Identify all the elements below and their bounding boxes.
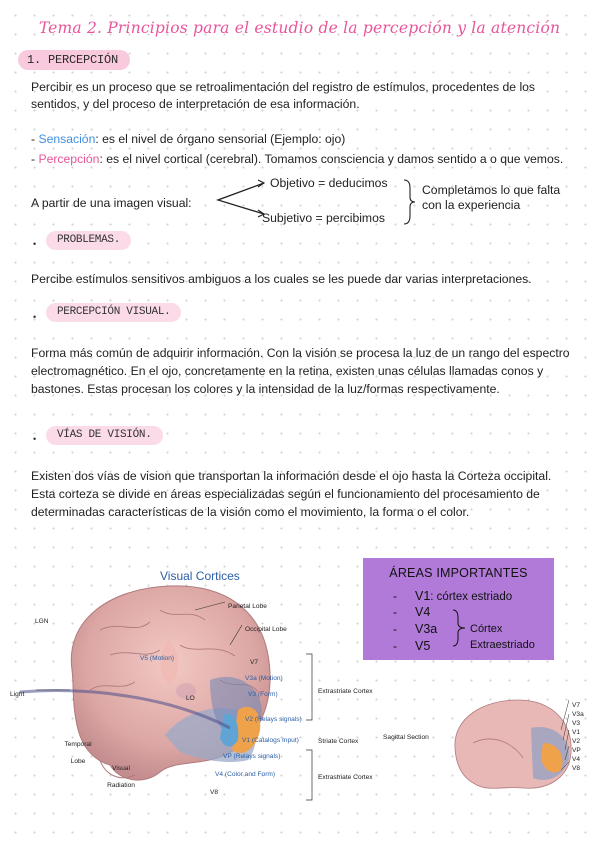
sag-label-v8: V8 [572,765,581,772]
bullet-problemas: • [33,239,37,249]
areas-title: ÁREAS IMPORTANTES [389,566,528,580]
sagittal-section-figure [383,688,593,798]
section-heading-percepcion: 1. PERCEPCIÓN [18,50,130,70]
vias-text: Existen dos vías de vision que transportan la información desde el ojo hasta la Corteza occipital. Esta corteza se divide en áreas especializadas según el funcionamiento del procesamiento de determinadas características de la visión como el movimiento, la forma o el color. [31,469,552,519]
label-v2: V2 (Relays signals) [245,716,302,723]
label-v3a: V3a (Motion) [245,675,283,682]
label-temporal: Temporal Lobe [64,741,92,765]
area-v4: V4 [415,605,431,619]
label-v3: V3 (Form) [248,691,278,698]
label-striate: Striate Cortex [318,738,359,745]
sag-label-v3a: V3a [572,711,584,718]
sag-label-v2: V2 [572,738,581,745]
heading-problemas: PROBLEMAS. [46,231,131,250]
areas-note-extraestriado: Extraestriado [470,639,535,651]
figure-leader-lines [10,560,385,810]
definition-percepcion: - Percepción: es el nivel cortical (cerebral). Tomamos consciencia y damos sentido a o que vemos. [31,152,564,166]
sag-label-v1: V1 [572,729,581,736]
term-sensacion: Sensación [38,132,96,146]
visual-cortices-figure [10,560,385,810]
sag-label-v3: V3 [572,720,581,727]
heading-vias-de-vision: VÍAS DE VISIÓN. [46,426,163,445]
figure-title: Visual Cortices [160,569,240,583]
definition-sensacion: - Sensación: es el nivel de órgano sensorial (Ejemplo: ojo) [31,132,346,146]
problemas-text: Percibe estímulos sensitivos ambiguos a los cuales se les puede dar varias interpretaciones. [31,272,532,286]
areas-note-cortex: Córtex [470,623,503,635]
sag-label-v4: V4 [572,756,581,763]
page-title: Tema 2. Principios para el estudio de la percepción y la atención [38,19,561,37]
label-vp: VP (Relays signals) [223,753,281,760]
label-lo: LO [186,695,195,702]
area-v1: V1: córtex estriado [415,589,513,603]
curly-brace-icon [402,178,416,226]
branch-arrow-icon [214,178,266,218]
term-percepcion: Percepción [38,152,100,166]
imagen-visual-lead: A partir de una imagen visual: [31,196,192,210]
label-v1: V1 (Catalogs Input) [242,737,299,744]
areas-importantes-box: ÁREAS IMPORTANTES - V1: córtex estriado - V4 - V3a - V5 Córtex Extraestriado [363,558,554,660]
label-v8: V8 [210,789,219,796]
objetivo-label: Objetivo = deducimos [270,176,388,190]
bullet-percepcion-visual: • [33,312,37,322]
label-light: Light [10,691,25,698]
label-extrastriate-1: Extrastriate Cortex [318,688,373,695]
subjetivo-label: Subjetivo = percibimos [262,211,385,225]
area-v5: V5 [415,639,431,653]
label-extrastriate-2: Extrastriate Cortex [318,774,373,781]
label-v7: V7 [250,659,259,666]
sag-label-vp: VP [572,747,581,754]
label-v4: V4 (Color and Form) [215,771,276,778]
label-lgn: LGN [35,618,49,625]
label-occipital: Occipital Lobe [245,626,287,633]
completamos-text: Completamos lo que falta con la experiencia [422,183,561,212]
heading-percepcion-visual: PERCEPCIÓN VISUAL. [46,303,181,322]
label-parietal: Parietal Lobe [228,603,267,610]
areas-brace-icon [451,608,469,648]
sag-label-v7: V7 [572,702,581,709]
label-visual-radiation: Visual Radiation [107,765,135,789]
percepcion-visual-text: Forma más común de adquirir información. Con la visión se procesa la luz de un rango del espectro electromagnético. En el ojo, concretamente en la retina, existen unas células llamadas conos y bastones. Estas procesan los colores y la intensidad de la luz/formas respectivamente. [31,346,570,396]
area-v3a: V3a [415,622,438,636]
label-v5: V5 (Motion) [140,655,175,662]
bullet-vias: • [33,434,37,444]
intro-paragraph: Percibir es un proceso que se retroalimentación del registro de estímulos, procedentes de los sentidos, y del proceso de interpretación de esa información. [31,80,536,111]
label-sagittal: Sagittal Section [383,734,429,741]
